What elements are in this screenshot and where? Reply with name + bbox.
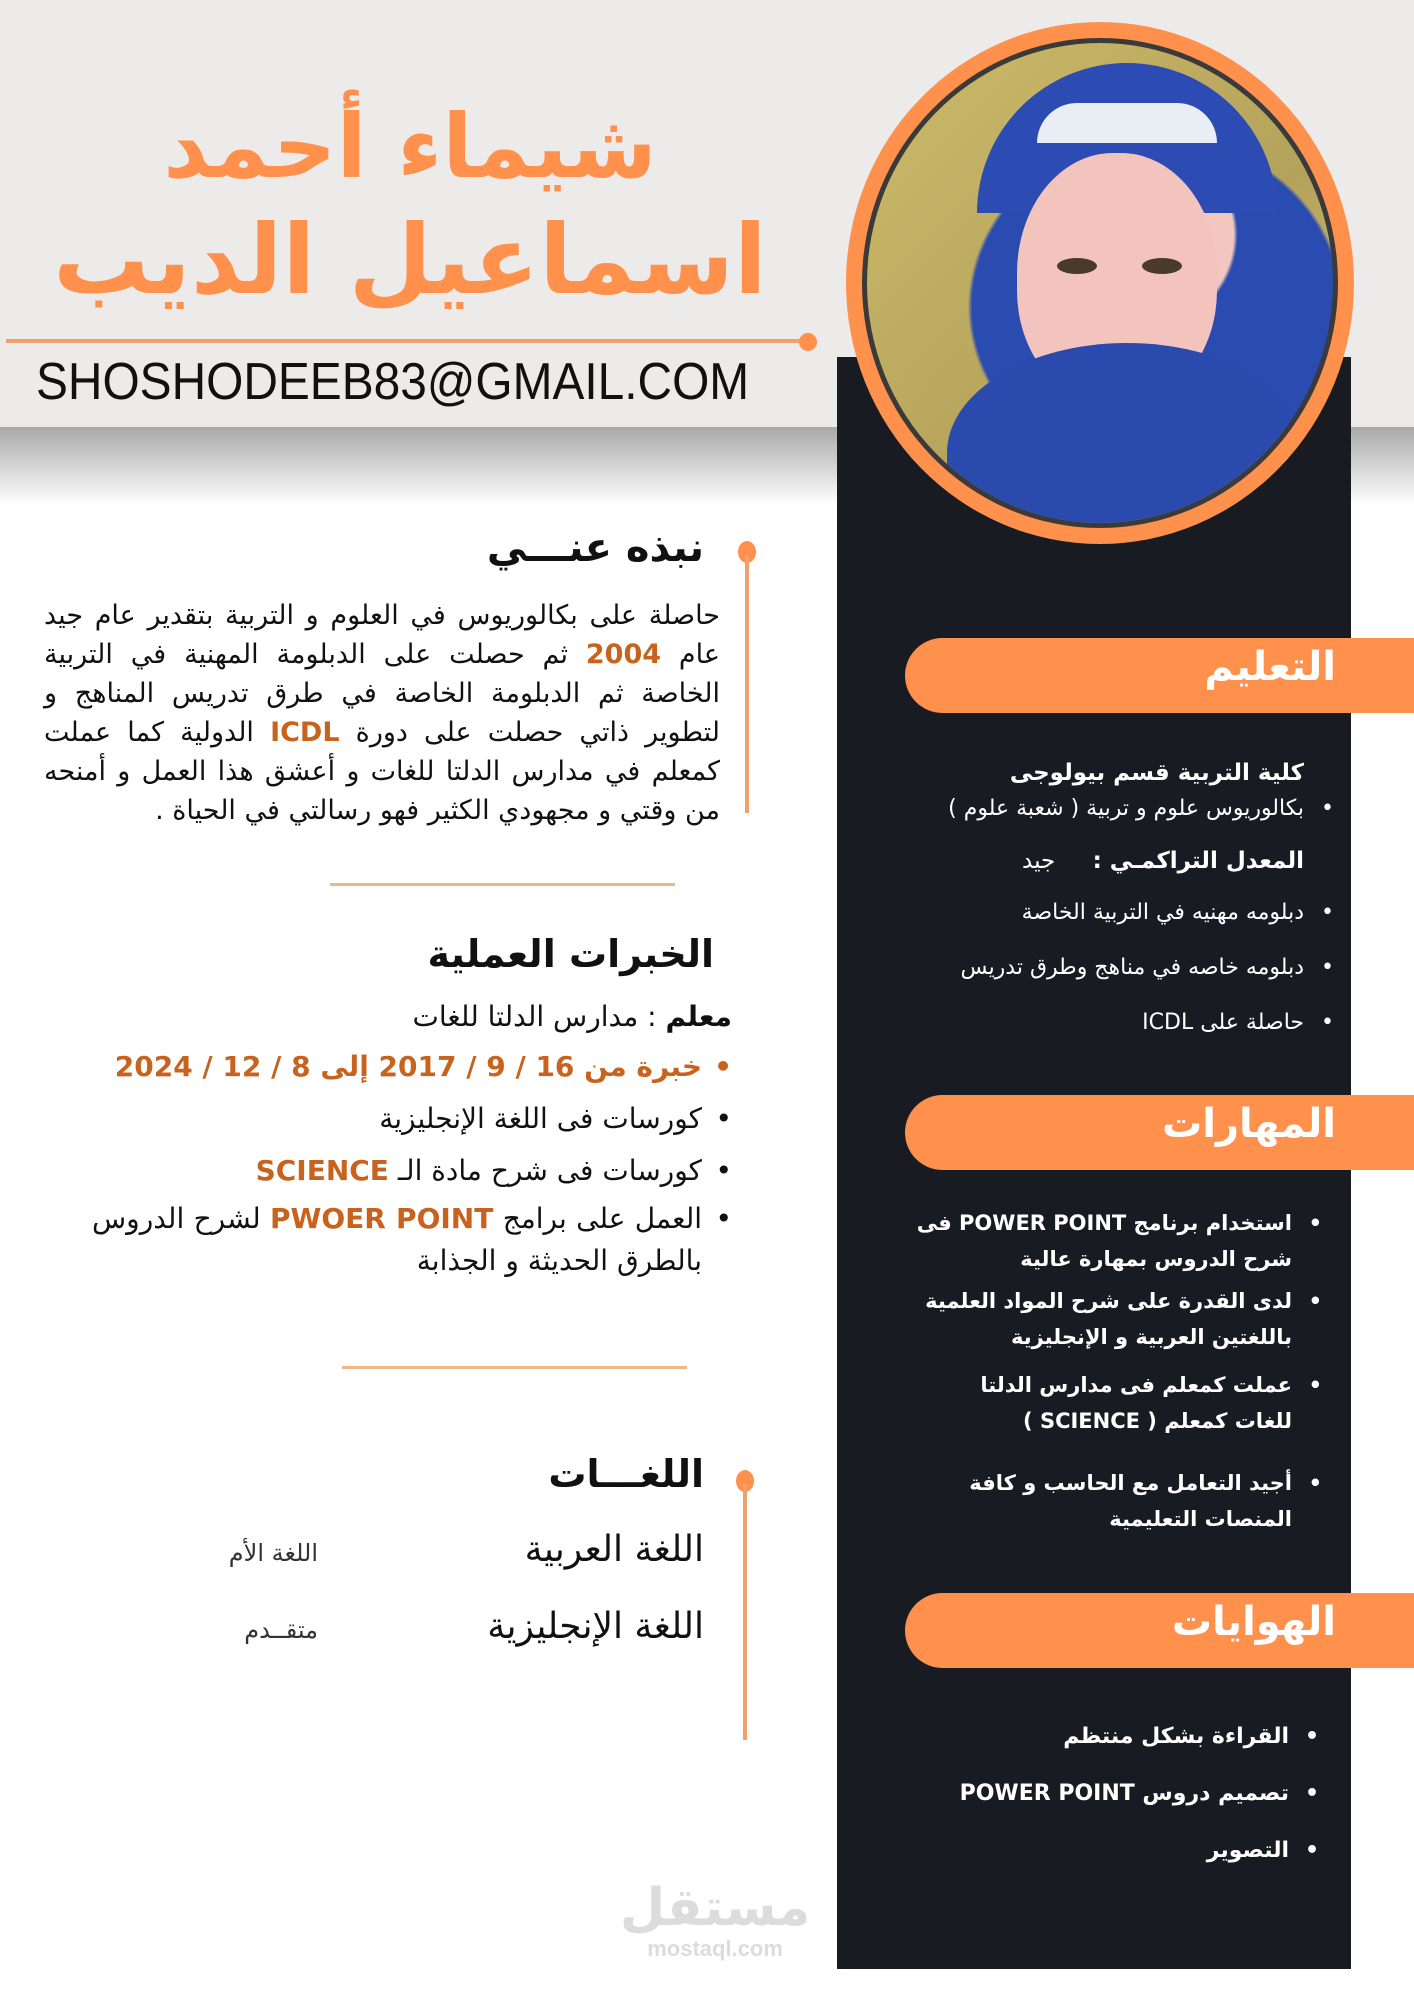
experience-item-text: لشرح الدروس بالطرق الحديثة و الجذابة <box>92 1202 702 1277</box>
photo-headband <box>1037 103 1217 143</box>
watermark-arabic: مستقل <box>620 1878 811 1938</box>
skill-item: • لدى القدرة على شرح المواد العلمية باللغتين العربية و الإنجليزية <box>872 1283 1322 1355</box>
language-level: متقــدم <box>244 1616 318 1644</box>
skill-item: • عملت كمعلم فى مدارس الدلتا للغات كمعلم ( SCIENCE ) <box>872 1367 1322 1439</box>
education-list <box>884 885 1334 1050</box>
languages-title: اللغـــات <box>548 1452 704 1496</box>
education-item: • دبلومه خاصه في مناهج وطرق تدريس <box>884 940 1334 995</box>
experience-role-row <box>413 997 732 1037</box>
experience-item-highlight: PWOER POINT <box>269 1202 494 1235</box>
education-header-pill <box>905 638 1414 713</box>
education-degree: • بكالوريوس علوم و تربية ( شعبة علوم ) <box>884 791 1334 827</box>
mostaql-watermark <box>620 1880 810 1962</box>
about-highlight-year: 2004 <box>585 639 662 670</box>
about-timeline-line <box>745 555 749 813</box>
photo-eye <box>1142 258 1182 274</box>
about-highlight-icdl: ICDL <box>270 717 340 748</box>
skill-item: • استخدام برنامج POWER POINT فى شرح الدروس بمهارة عالية <box>872 1205 1322 1277</box>
experience-item-text: كورسات فى شرح مادة الـ <box>388 1154 702 1187</box>
header-divider-dot <box>799 333 817 351</box>
about-text-part: حاصلة على بكالوريوس في العلوم و التربية بتقدير عام جيد عام <box>44 600 720 670</box>
skill-item: • أجيد التعامل مع الحاسب و كافة المنصات التعليمية <box>872 1465 1322 1537</box>
header-divider-line <box>6 339 806 343</box>
hobby-item: • القراءة بشكل منتظم <box>869 1708 1319 1765</box>
experience-item-highlight: SCIENCE <box>255 1154 389 1187</box>
experience-title: الخبرات العملية <box>427 932 714 976</box>
education-item: • حاصلة على ICDL <box>884 995 1334 1050</box>
watermark-english: mostaql.com <box>647 1936 783 1961</box>
experience-role-sep: : <box>638 1000 666 1033</box>
language-name: اللغة الإنجليزية <box>487 1606 704 1647</box>
experience-role: معلم <box>665 1000 732 1033</box>
photo-scarf-lower <box>947 343 1307 528</box>
language-level: اللغة الأم <box>228 1539 318 1567</box>
hobby-item: • تصميم دروس POWER POINT <box>869 1765 1319 1822</box>
profile-photo <box>862 38 1338 528</box>
gpa-label: المعدل التراكمـي : <box>1092 848 1304 874</box>
about-text <box>44 596 720 830</box>
experience-item: • كورسات فى اللغة الإنجليزية <box>92 1098 732 1140</box>
skills-header-pill <box>905 1095 1414 1170</box>
hobbies-header-pill <box>905 1593 1414 1668</box>
hobbies-list <box>869 1708 1319 1879</box>
experience-item <box>92 1150 732 1192</box>
education-title: التعليم <box>1204 644 1336 690</box>
experience-item <box>92 1198 732 1282</box>
skills-list <box>872 1205 1322 1537</box>
experience-list <box>92 1046 732 1282</box>
experience-employer: مدارس الدلتا للغات <box>412 1000 639 1033</box>
education-college: كلية التربية قسم بيولوجى <box>1009 760 1304 786</box>
photo-eye <box>1057 258 1097 274</box>
about-title: نبذه عنـــي <box>486 525 704 571</box>
name-first-line: شيماء أحمد <box>163 95 657 198</box>
education-degree-list <box>884 791 1334 827</box>
education-item: • دبلومه مهنيه في التربية الخاصة <box>884 885 1334 940</box>
gpa-value: جيد <box>1022 848 1056 874</box>
skills-title: المهارات <box>1162 1101 1336 1147</box>
languages-timeline-line <box>743 1484 747 1740</box>
education-gpa-row <box>884 843 1304 879</box>
experience-item-text: العمل على برامج <box>493 1202 702 1235</box>
experience-item-dates: • خبرة من 16 / 9 / 2017 إلى 8 / 12 / 2024 <box>92 1046 732 1088</box>
name-second-line: اسماعيل الديب <box>53 204 767 316</box>
experience-divider <box>342 1366 687 1369</box>
language-name: اللغة العربية <box>524 1529 704 1570</box>
education-content <box>884 755 1304 1050</box>
hobbies-title: الهوايات <box>1171 1599 1336 1645</box>
hobby-item: • التصوير <box>869 1822 1319 1879</box>
about-text-part: ثم حصلت على الدبلومة المهنية في التربية الخاصة ثم الدبلومة الخاصة في طرق تدريس المناهج و لتطوير ذاتي حصلت على دورة <box>44 639 720 748</box>
about-text-part: الدولية كما عملت كمعلم في مدارس الدلتا للغات و أعشق هذا العمل و أمنحه من وقتي و مجهودي الكثير فهو رسالتي في الحياة . <box>44 717 720 826</box>
about-divider <box>330 883 675 886</box>
email-address[interactable]: SHOSHODEEB83@GMAIL.COM <box>36 353 750 411</box>
